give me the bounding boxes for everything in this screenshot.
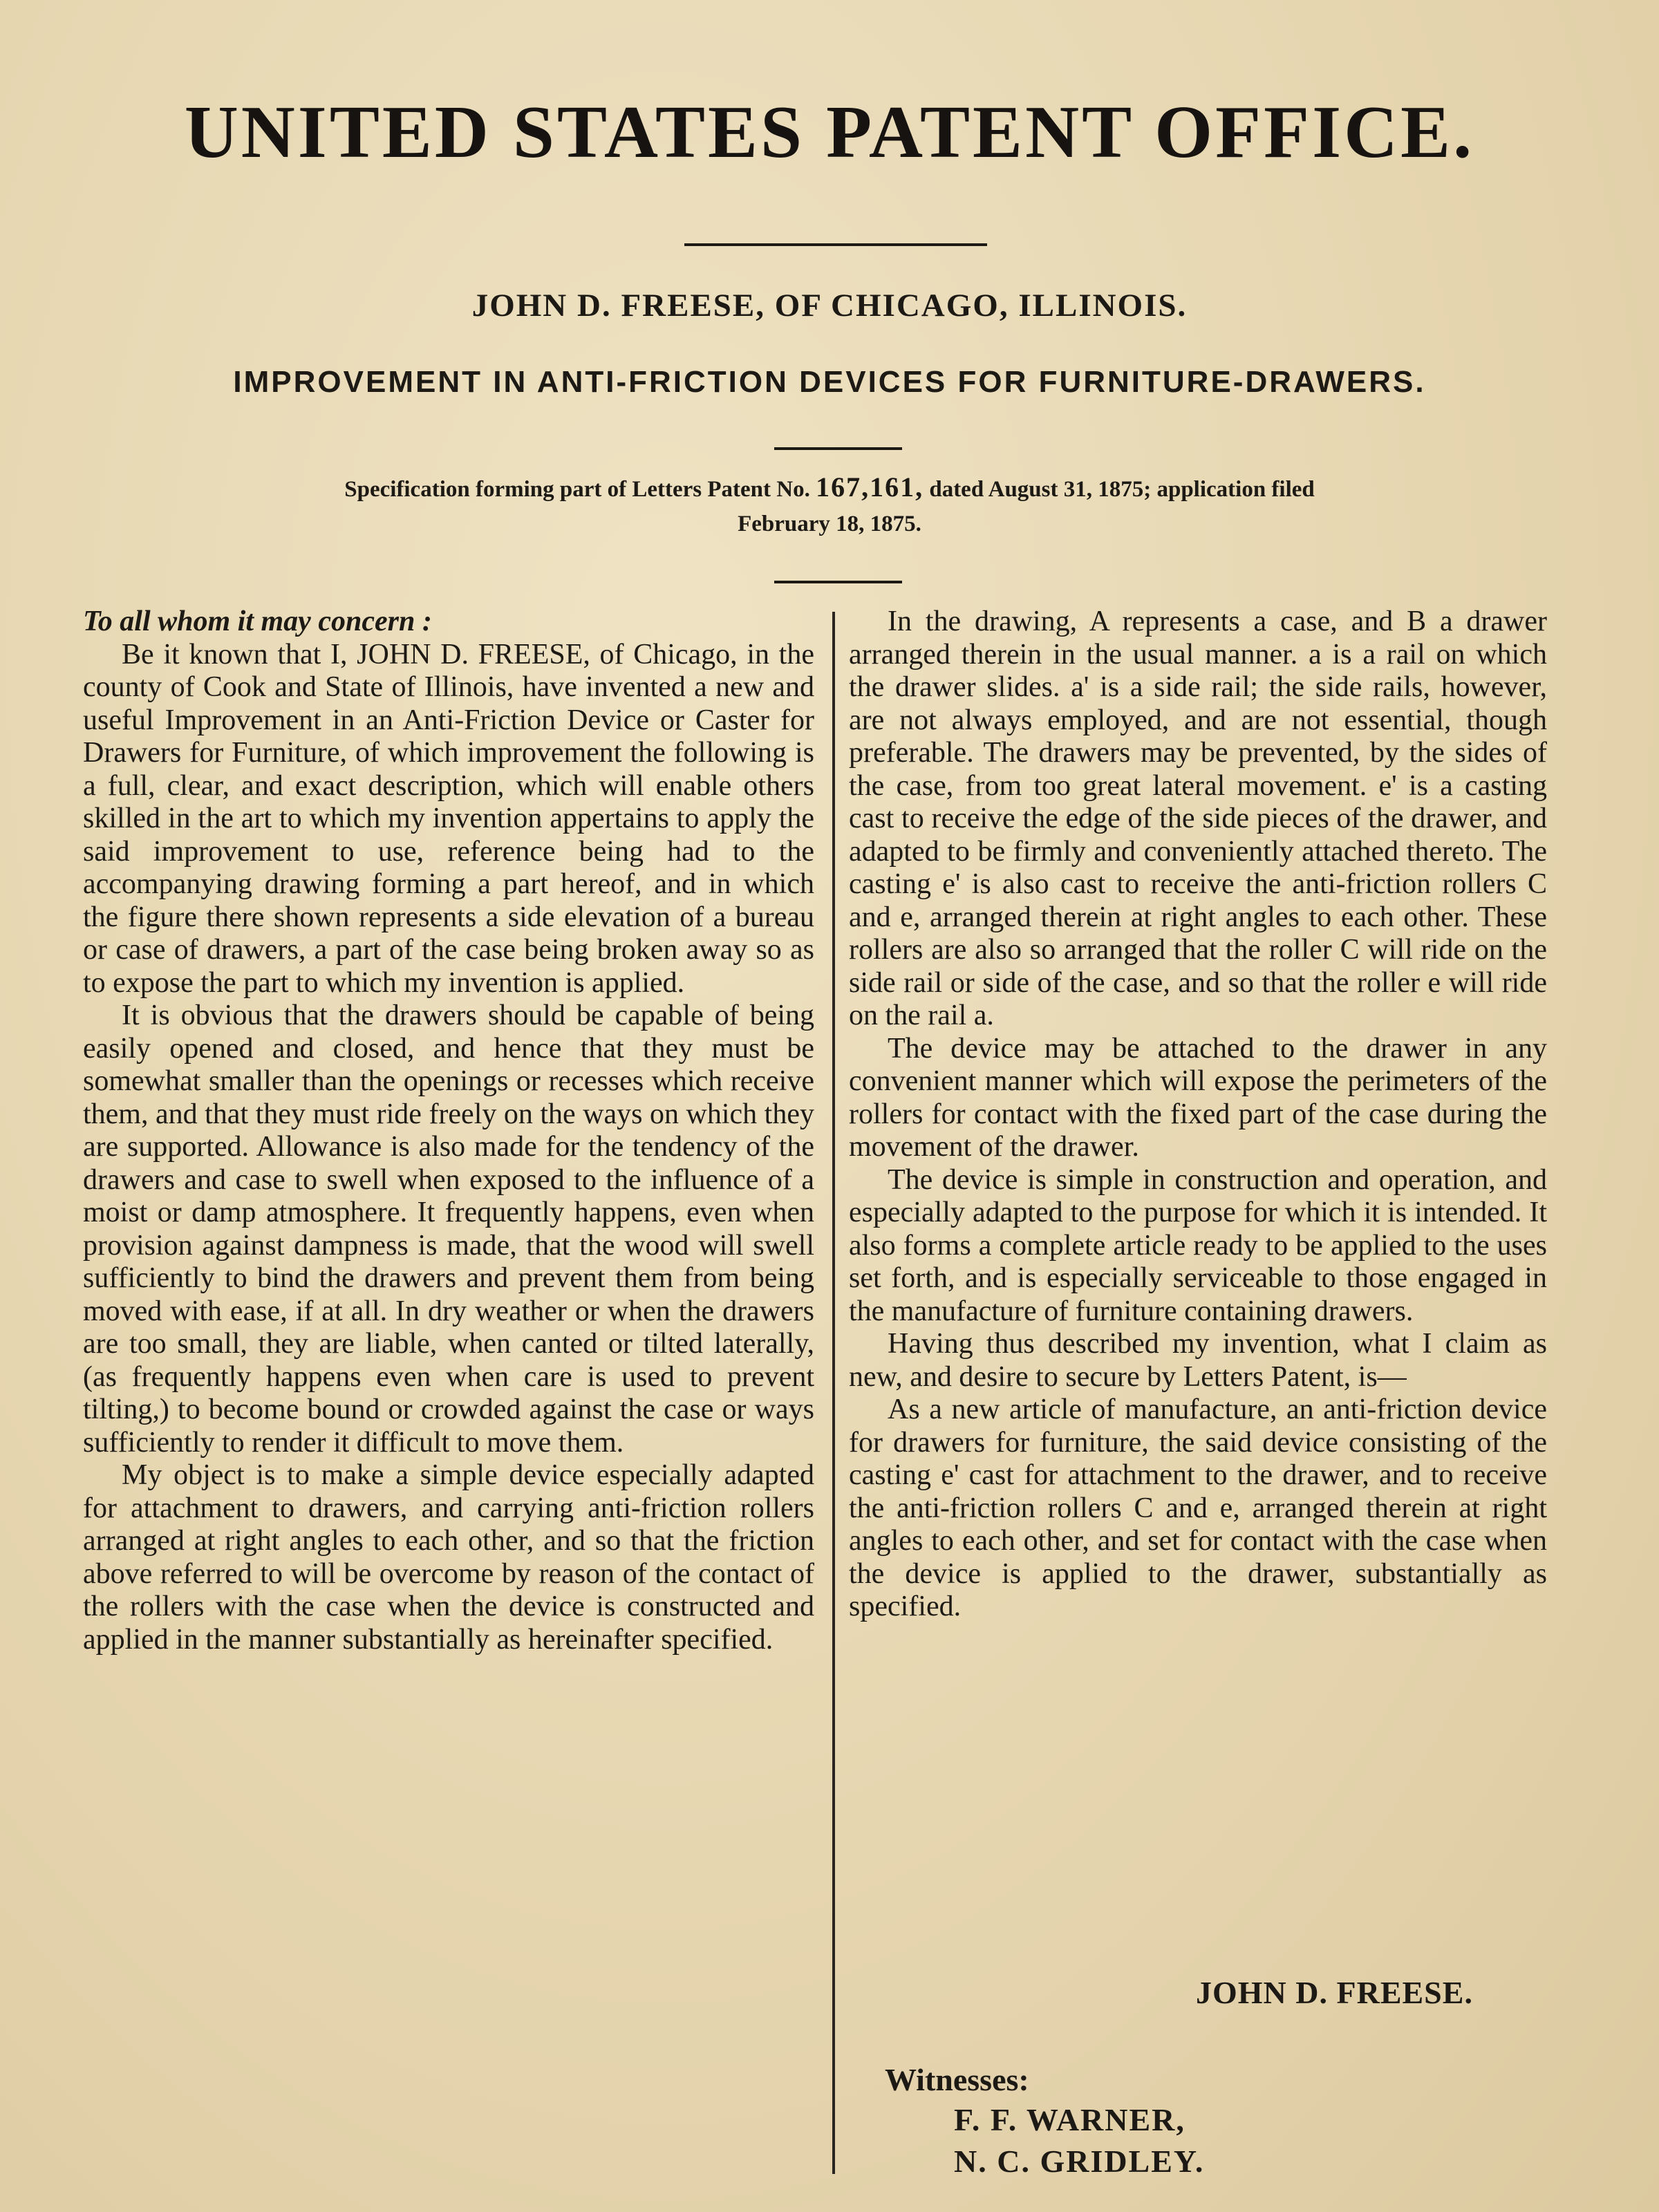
specification-line	[152, 470, 1507, 541]
title-rule	[684, 243, 987, 246]
witnesses-label: Witnesses:	[885, 2062, 1029, 2097]
column-divider	[832, 612, 835, 2174]
paragraph: In the drawing, A represents a case, and B a drawer arranged therein in the usual manner. a is a rail on which the drawer slides. a' is a side rail; the side rails, however, are not always employed, and are not essential, though preferable. The drawers may be prevented, by the sides of the case, from too great lateral movement. e' is a casting cast to receive the edge of the side pieces of the drawer, and adapted to be firmly and conveniently attached thereto. The casting e' is also cast to receive the anti-friction rollers C and e, arranged therein at right angles to each other. These rollers are also so arranged that the roller C will ride on the side rail or side of the case, and so that the roller e will ride on the rail a.	[849, 606, 1547, 1031]
paragraph: Be it known that I, JOHN D. FREESE, of Chicago, in the county of Cook and State of Illinois, have invented a new and useful Improvement in an Anti-Friction Device or Caster for Drawers for Furniture, of which improvement the following is a full, clear, and exact description, which will enable others skilled in the art to which my invention appertains to apply the said improvement to use, reference being had to the accompanying drawing forming a part hereof, and in which the figure there shown represents a side elevation of a bureau or case of drawers, a part of the case being broken away so as to expose the part to which my invention is applied.	[83, 638, 814, 999]
paragraph: Having thus described my invention, what I claim as new, and desire to secure by Letters Patent, is—	[849, 1328, 1547, 1393]
paragraph: It is obvious that the drawers should be capable of being easily opened and closed, and hence that they must be somewhat smaller than the openings or recesses which receive them, and that they must ride freely on the ways on which they are supported. Allowance is also made for the tendency of the drawers and case to swell when exposed to the influence of a moist or damp atmosphere. It frequently happens, even when provision against dampness is made, that the wood will swell sufficiently to bind the drawers and prevent them from being moved with ease, if at all. In dry weather or when the drawers are too small, they are liable, when canted or tilted laterally, (as frequently happens even when care is used to prevent tilting,) to become bound or crowded against the case or ways sufficiently to render it difficult to move them.	[83, 1000, 814, 1459]
left-column	[83, 606, 814, 1656]
paragraph: My object is to make a simple device especially adapted for attachment to drawers, and carrying anti-friction rollers arranged at right angles to each other, and so that the friction above referred to will be overcome by reason of the contact of the rollers with the case when the device is constructed and applied in the manner substantially as hereinafter specified.	[83, 1459, 814, 1656]
office-title: UNITED STATES PATENT OFFICE.	[184, 91, 1475, 174]
witness-name: N. C. GRIDLEY.	[954, 2144, 1205, 2179]
improvement-rule	[774, 447, 902, 450]
paragraph: The device is simple in construction and operation, and especially adapted to the purpose for which it is intended. It also forms a complete article ready to be applied to the uses set forth, and is especially serviceable to those engaged in the manufacture of furniture containing drawers.	[849, 1163, 1547, 1327]
inventor-line: JOHN D. FREESE, OF CHICAGO, ILLINOIS.	[471, 288, 1188, 324]
right-column	[849, 606, 1547, 1624]
paragraph: The device may be attached to the drawer in any convenient manner which will expose the perimeters of the rollers for contact with the fixed part of the case during the movement of the drawer.	[849, 1032, 1547, 1163]
witness-name: F. F. WARNER,	[954, 2102, 1185, 2137]
inventor-signature: JOHN D. FREESE.	[1196, 1975, 1473, 2010]
paragraph: As a new article of manufacture, an anti-friction device for drawers for furniture, the said device consisting of the casting e' cast for attachment to the drawer, and to receive the anti-friction rollers C and e, arranged therein at right angles to each other, and set for contact with the case when the device is applied to the drawer, substantially as specified.	[849, 1394, 1547, 1622]
salutation: To all whom it may concern :	[83, 606, 432, 637]
improvement-title: IMPROVEMENT IN ANTI-FRICTION DEVICES FOR FURNITURE-DRAWERS.	[233, 365, 1426, 399]
spec-rule	[774, 581, 902, 583]
spec-date: dated August 31, 1875; application filed	[929, 477, 1315, 502]
spec-prefix: Specification forming part of Letters Patent No.	[344, 477, 810, 502]
spec-filed-date: February 18, 1875.	[738, 512, 921, 536]
patent-number: 167,161,	[816, 471, 924, 503]
